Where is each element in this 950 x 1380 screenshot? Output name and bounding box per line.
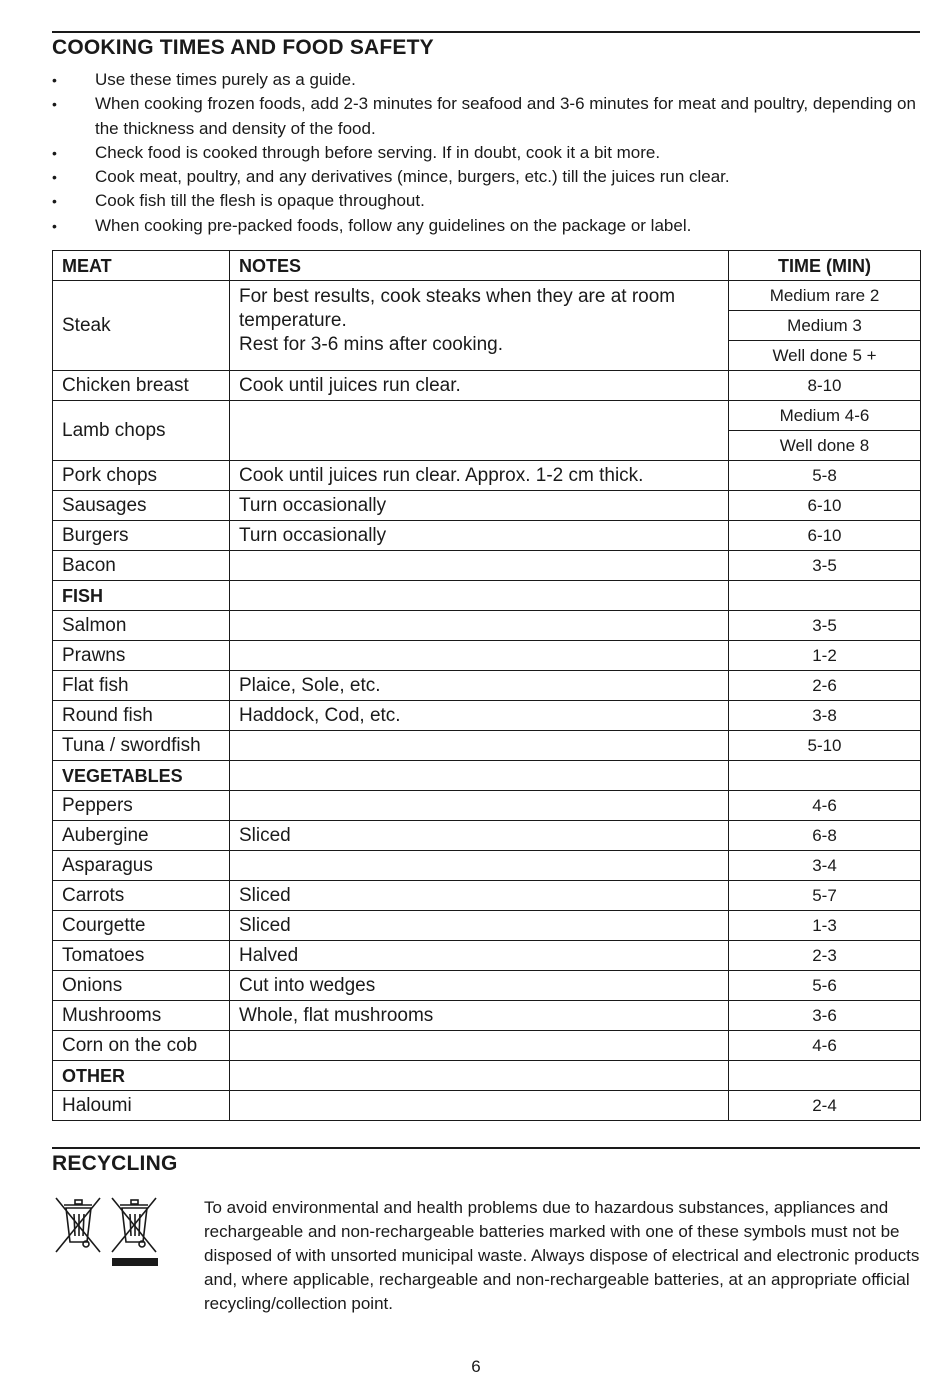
- table-row: [53, 611, 921, 641]
- table-row: [53, 881, 921, 911]
- food-notes: For best results, cook steaks when they are at room temperature. Rest for 3-6 mins after cooking.: [230, 281, 729, 371]
- cook-time: Medium 3: [729, 311, 921, 341]
- cook-time: Well done 8: [729, 431, 921, 461]
- cook-time: 3-5: [729, 551, 921, 581]
- food-name: Mushrooms: [53, 1001, 230, 1031]
- cook-time: 3-8: [729, 701, 921, 731]
- table-header-row: [53, 251, 921, 281]
- bullet-marker: •: [52, 72, 57, 88]
- cook-time: 8-10: [729, 371, 921, 401]
- food-name: Steak: [53, 281, 230, 371]
- bullet-marker: •: [52, 193, 57, 210]
- food-notes: [230, 641, 729, 671]
- table-row: [53, 551, 921, 581]
- cook-time: 5-7: [729, 881, 921, 911]
- food-name: Flat fish: [53, 671, 230, 701]
- category-other: OTHER: [53, 1061, 230, 1091]
- food-name: Tuna / swordfish: [53, 731, 230, 761]
- recycling-section-rule: [52, 1147, 920, 1149]
- food-notes: Sliced: [230, 821, 729, 851]
- food-name: Prawns: [53, 641, 230, 671]
- table-row: [53, 941, 921, 971]
- category-fish: FISH: [53, 581, 230, 611]
- table-row: [53, 371, 921, 401]
- bullet-item: • When cooking pre-packed foods, follow any guidelines on the package or label.: [52, 214, 920, 238]
- bullet-item: • Cook meat, poultry, and any derivatives (mince, burgers, etc.) till the juices run clear.: [52, 165, 920, 189]
- table-row: [53, 461, 921, 491]
- food-notes: Turn occasionally: [230, 521, 729, 551]
- cook-time: 3-6: [729, 1001, 921, 1031]
- food-name: Burgers: [53, 521, 230, 551]
- header-meat: MEAT: [53, 251, 230, 281]
- food-name: Onions: [53, 971, 230, 1001]
- cook-time: 5-6: [729, 971, 921, 1001]
- food-name: Aubergine: [53, 821, 230, 851]
- cook-time: 6-8: [729, 821, 921, 851]
- food-notes: Haddock, Cod, etc.: [230, 701, 729, 731]
- cook-time: 4-6: [729, 1031, 921, 1061]
- cook-time: Well done 5 +: [729, 341, 921, 371]
- empty-cell: [230, 581, 729, 611]
- food-name: Corn on the cob: [53, 1031, 230, 1061]
- bullet-marker: •: [52, 96, 57, 113]
- cook-time: 6-10: [729, 491, 921, 521]
- recycling-notice: To avoid environmental and health problems due to hazardous substances, appliances and rechargeable and non-rechargeable batteries marked with one of these symbols must not be disposed of with unsorted municipal waste. Always dispose of electrical and electronic products and, where applicable, rechargeable and non-rechargeable batteries, at an appropriate official recycling/collection point.: [204, 1198, 920, 1313]
- food-notes: Halved: [230, 941, 729, 971]
- table-row: [53, 821, 921, 851]
- table-row: [53, 911, 921, 941]
- food-name: Courgette: [53, 911, 230, 941]
- bullet-item: • Check food is cooked through before serving. If in doubt, cook it a bit more.: [52, 141, 920, 165]
- empty-cell: [729, 581, 921, 611]
- category-row: [53, 581, 921, 611]
- food-notes: Cook until juices run clear.: [230, 371, 729, 401]
- table-row: [53, 731, 921, 761]
- food-name: Peppers: [53, 791, 230, 821]
- header-notes: NOTES: [230, 251, 729, 281]
- food-name: Lamb chops: [53, 401, 230, 461]
- food-notes: Plaice, Sole, etc.: [230, 671, 729, 701]
- cook-time: 2-4: [729, 1091, 921, 1121]
- food-notes: Cut into wedges: [230, 971, 729, 1001]
- bullet-marker: •: [52, 217, 57, 234]
- bullet-item: • When cooking frozen foods, add 2-3 minutes for seafood and 3-6 minutes for meat and poultry, depending on the thickness and density of the food.: [52, 94, 916, 138]
- bullet-item: • Use these times purely as a guide.: [52, 68, 920, 92]
- empty-cell: [230, 761, 729, 791]
- table-row: [53, 281, 921, 311]
- bullet-item: • Cook fish till the flesh is opaque throughout.: [52, 189, 920, 213]
- food-notes: [230, 551, 729, 581]
- cook-time: 3-4: [729, 851, 921, 881]
- cook-time: 1-2: [729, 641, 921, 671]
- crossed-out-wheelie-bin-with-bar-icon: [54, 1196, 164, 1270]
- cook-time: 5-10: [729, 731, 921, 761]
- table-row: [53, 1031, 921, 1061]
- table-row: [53, 971, 921, 1001]
- food-name: Carrots: [53, 881, 230, 911]
- recycling-section-title: RECYCLING: [52, 1152, 178, 1175]
- table-row: [53, 701, 921, 731]
- food-name: Haloumi: [53, 1091, 230, 1121]
- cook-time: Medium 4-6: [729, 401, 921, 431]
- cook-time: 2-3: [729, 941, 921, 971]
- cooking-section-title: COOKING TIMES AND FOOD SAFETY: [52, 36, 434, 59]
- cook-time: Medium rare 2: [729, 281, 921, 311]
- food-notes: [230, 731, 729, 761]
- cook-time: 4-6: [729, 791, 921, 821]
- header-time: TIME (MIN): [729, 251, 921, 281]
- table-row: [53, 1091, 921, 1121]
- food-name: Round fish: [53, 701, 230, 731]
- food-name: Asparagus: [53, 851, 230, 881]
- cook-time: 6-10: [729, 521, 921, 551]
- food-name: Bacon: [53, 551, 230, 581]
- bullet-marker: •: [52, 169, 57, 186]
- safety-bullet-list: [52, 68, 920, 238]
- category-row: [53, 761, 921, 791]
- food-name: Tomatoes: [53, 941, 230, 971]
- cook-time: 3-5: [729, 611, 921, 641]
- food-notes: Whole, flat mushrooms: [230, 1001, 729, 1031]
- food-notes: Cook until juices run clear. Approx. 1-2 cm thick.: [230, 461, 729, 491]
- food-notes: [230, 851, 729, 881]
- food-notes: [230, 1091, 729, 1121]
- weee-symbols: [54, 1196, 164, 1270]
- food-name: Chicken breast: [53, 371, 230, 401]
- table-row: [53, 521, 921, 551]
- table-row: [53, 491, 921, 521]
- food-notes: [230, 1031, 729, 1061]
- cook-time: 5-8: [729, 461, 921, 491]
- bullet-marker: •: [52, 144, 57, 161]
- food-notes: Turn occasionally: [230, 491, 729, 521]
- cook-time: 2-6: [729, 671, 921, 701]
- table-row: [53, 671, 921, 701]
- food-notes: [230, 791, 729, 821]
- food-name: Salmon: [53, 611, 230, 641]
- table-row: [53, 641, 921, 671]
- table-row: [53, 851, 921, 881]
- empty-cell: [729, 761, 921, 791]
- food-notes: [230, 401, 729, 461]
- table-row: [53, 401, 921, 431]
- table-row: [53, 791, 921, 821]
- category-vegetables: VEGETABLES: [53, 761, 230, 791]
- food-name: Pork chops: [53, 461, 230, 491]
- food-notes: Sliced: [230, 881, 729, 911]
- empty-cell: [729, 1061, 921, 1091]
- cooking-section-rule: [52, 31, 920, 33]
- table-row: [53, 1001, 921, 1031]
- category-row: [53, 1061, 921, 1091]
- food-notes: [230, 611, 729, 641]
- empty-cell: [230, 1061, 729, 1091]
- food-notes: Sliced: [230, 911, 729, 941]
- food-name: Sausages: [53, 491, 230, 521]
- page-number: 6: [471, 1357, 481, 1376]
- cooking-times-table: [52, 250, 921, 1121]
- cook-time: 1-3: [729, 911, 921, 941]
